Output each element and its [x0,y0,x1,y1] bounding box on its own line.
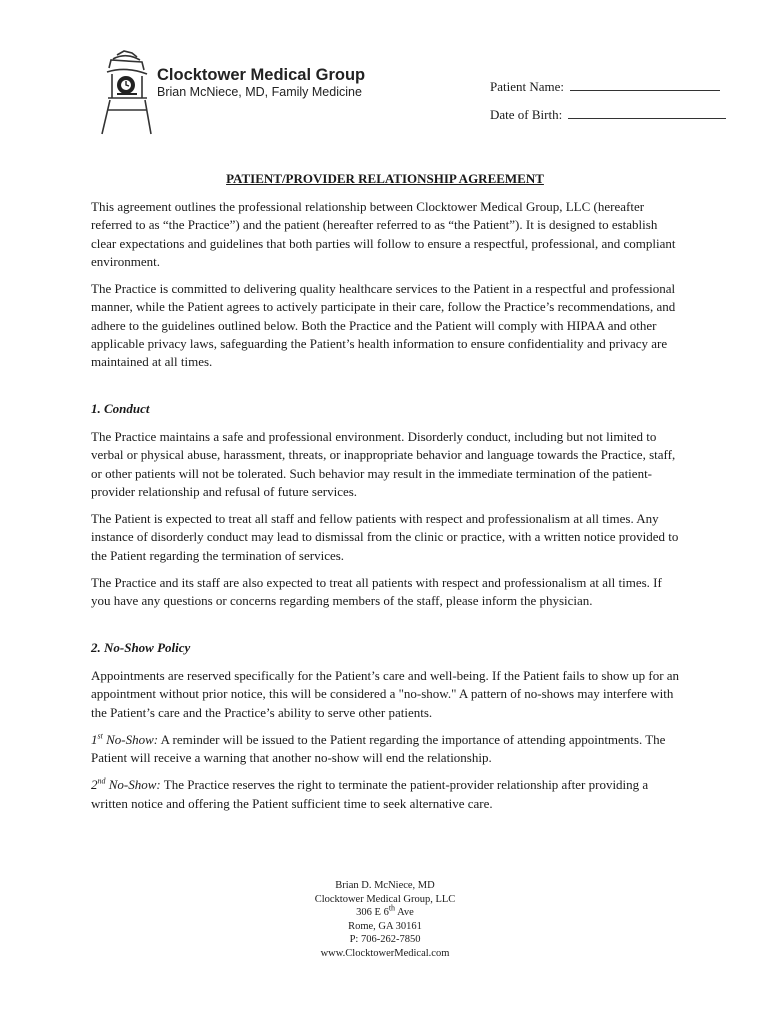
footer-name: Brian D. McNiece, MD [335,880,435,891]
conduct-paragraph: The Practice maintains a safe and professional environment. Disorderly conduct, including but not limited to verbal or physical abuse, harassment, threats, or inappropriate behavior and language towards the Practice, staff, or other patients will not be tolerated. Such behavior may result in the immediate termination of the patient-provider relationship and refusal of future services. [91,428,676,499]
patient-name-field[interactable] [570,78,720,91]
second-noshow-label: 2nd No-Show: [91,777,161,793]
noshow-paragraph: Appointments are reserved specifically for the Patient’s care and well-being. If the Patient fails to show up for an appointment without prior notice, this will be considered a "no-show." A pattern of no-shows may interfere with the Patient’s care and the Practice’s ability to serve other patients. [91,667,680,720]
footer-city: Rome, GA 30161 [348,920,422,932]
logo-subtitle: Brian McNiece, MD, Family Medicine [157,85,362,99]
dob-label: Date of Birth: [490,107,563,122]
intro-paragraph: The Practice is committed to delivering quality healthcare services to the Patient in a respectful and professional manner, while the Patient agrees to actively participate in their care, follow the Practice’s recommendations, and adhere to the guidelines outlined below. Both the Practice and the Patient will comply with HIPAA and other applicable privacy laws, safeguarding the Patient’s health information to ensure confidentiality and privacy are maintained at all times. [91,281,676,370]
logo-name: Clocktower Medical Group [157,66,366,84]
patient-name-row [490,78,726,106]
dob-field[interactable] [568,106,726,119]
clocktower-icon [95,48,157,138]
footer-phone: P: 706-262-7850 [349,934,421,946]
footer-website[interactable]: www.ClocktowerMedical.com [320,947,450,959]
agreement-body [91,198,681,822]
first-noshow-item [91,731,681,768]
conduct-paragraph: The Practice and its staff are also expected to treat all patients with respect and professionalism at all times. If you have any questions or concerns regarding members of the staff, please inform the physician. [91,575,662,609]
clocktower-logo [95,48,395,138]
conduct-heading: 1. Conduct [91,400,150,416]
footer-address: 306 E 6th Ave [356,903,414,919]
second-noshow-item [91,776,681,813]
intro-paragraph: This agreement outlines the professional relationship between Clocktower Medical Group, LLC (hereafter referred to as “the Practice”) and the patient (hereafter referred to as “the Patient”). It is designed to establish clear expectations and guidelines that both parties will follow to ensure a respectful, professional, and compliant environment. [91,199,676,269]
first-noshow-label: 1st No-Show: [91,731,159,747]
noshow-heading: 2. No-Show Policy [91,639,191,655]
dob-row [490,106,726,134]
conduct-paragraph: The Patient is expected to treat all staff and fellow patients with respect and professionalism at all times. Any instance of disorderly conduct may lead to dismissal from the clinic or practice, with a written notice provided to the Patient regarding the termination of services. [91,511,679,563]
patient-name-label: Patient Name: [490,79,565,94]
page-title: PATIENT/PROVIDER RELATIONSHIP AGREEMENT [226,171,544,186]
footer-company: Clocktower Medical Group, LLC [314,893,456,905]
first-noshow-text: A reminder will be issued to the Patient regarding the importance of attending appointments. The Patient will receive a warning that another no-show will end the relationship. [91,731,666,766]
second-noshow-text: The Practice reserves the right to terminate the patient-provider relationship after providing a written notice and offering the Patient sufficient time to seek alternative care. [91,777,649,811]
patient-fields [490,78,726,134]
footer [0,879,770,961]
